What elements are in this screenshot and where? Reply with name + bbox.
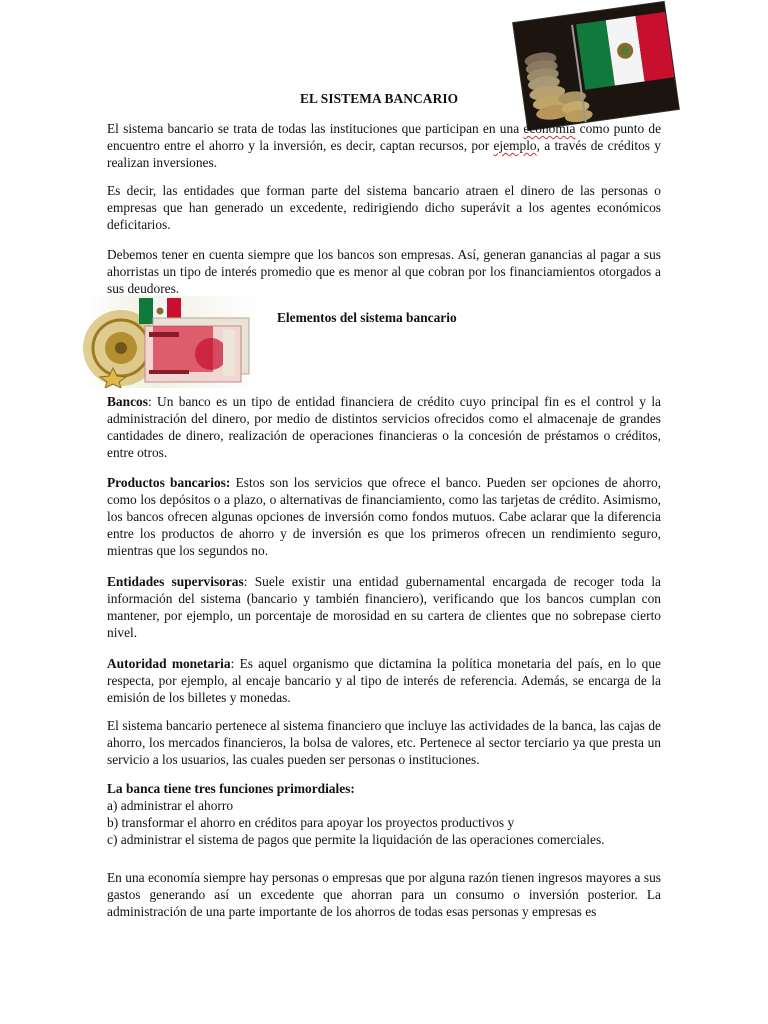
function-item: b) transformar el ahorro en créditos para apoyar los proyectos productivos y	[107, 815, 515, 830]
function-item: c) administrar el sistema de pagos que permite la liquidación de las operaciones comerciales.	[107, 832, 605, 847]
intro-paragraph-1	[107, 120, 661, 171]
function-item: a) administrar el ahorro	[107, 798, 234, 813]
intro-text: como punto de encuentro entre el ahorro y la inversión, es decir, captan recursos, por	[107, 121, 662, 153]
paragraph-text: En una economía siempre hay personas o empresas que por alguna razón tienen ingresos mayores a sus gastos generando así un excedente que ahorran para un consumo o inversión posterior. La administración de una parte importante de los ahorros de todas esas personas y empresas es	[107, 870, 661, 919]
spellcheck-word: ejemplo	[493, 138, 537, 153]
paragraph-text: Es decir, las entidades que forman parte del sistema bancario atraen el dinero de las personas o empresas que han generado un excedente, redirigiendo dicho superávit a los agentes económicos deficitarios.	[107, 183, 661, 232]
element-supervisors	[107, 573, 661, 641]
functions-heading: La banca tiene tres funciones primordiales:	[107, 781, 355, 796]
element-text: : Un banco es un tipo de entidad financiera de crédito cuyo principal fin es el control y la administración del dinero, por medio de distintos servicios ofrecidos como el almacenaje de grandes cantidades de dinero, realización de operaciones financieras o la concesión de préstamos o créditos, entre otros.	[107, 394, 661, 460]
intro-paragraph-2	[107, 182, 661, 233]
closing-paragraph	[107, 869, 661, 920]
flag-coins-illustration	[513, 2, 679, 130]
banknote-stack	[145, 318, 249, 382]
paragraph-text: Debemos tener en cuenta siempre que los bancos son empresas. Así, generan ganancias al pagar a sus ahorristas un tipo de interés promedio que es menor al que cobran por los financiamientos otorgados a sus deudores.	[107, 247, 661, 296]
element-products	[107, 474, 661, 559]
paragraph-text: El sistema bancario pertenece al sistema financiero que incluye las actividades de la banca, las cajas de ahorro, los mercados financieros, la bolsa de valores, etc. Pertenece al sector terciario ya que presta un servicio a los usuarios, las cuales pueden ser personas o instituciones.	[107, 718, 661, 767]
element-term: Autoridad monetaria	[107, 656, 231, 671]
element-monetary-authority	[107, 655, 661, 706]
elements-heading: Elementos del sistema bancario	[277, 310, 457, 325]
intro-text: , a través de créditos y realizan inversiones.	[107, 138, 661, 170]
element-text: : Suele existir una entidad gubernamental encargada de recoger toda la información del sistema (bancario y también financiero), verificando que los bancos cumplan con mantener, por ejemplo, un porcentaje de morosidad en su cartera de clientes que no sobrepase cierto nivel.	[107, 574, 661, 640]
banknotes-photo	[83, 296, 259, 388]
element-term: Productos bancarios:	[107, 475, 231, 490]
element-term: Bancos	[107, 394, 148, 409]
intro-paragraph-3	[107, 246, 661, 297]
document-title: EL SISTEMA BANCARIO	[300, 91, 459, 106]
element-text: Estos son los servicios que ofrece el banco. Pueden ser opciones de ahorro, como los depósitos o a plazo, o alternativas de financiamiento, como las tarjetas de crédito. Asimismo, los bancos ofrecen algunas opciones de inversión como fondos mutuos. Cabe aclarar que la diferencia entre los productos de ahorro y de inversión es que los primeros ofrecen un rendimiento seguro, mientras que los segundos no.	[107, 475, 661, 558]
banknotes-illustration	[83, 296, 259, 388]
element-term: Entidades supervisoras	[107, 574, 244, 589]
element-text: : Es aquel organismo que dictamina la política monetaria del país, en lo que respecta, por ejemplo, al encaje bancario y al tipo de interés de referencia. Además, se encarga de la emisión de los billetes y monedas.	[107, 656, 661, 705]
flag-coins-photo	[513, 2, 679, 130]
intro-text: El sistema bancario se trata de todas las instituciones que participan en una	[107, 121, 524, 136]
sector-paragraph	[107, 717, 661, 768]
functions-block	[107, 780, 661, 848]
element-banks	[107, 393, 661, 461]
spellcheck-word: economía	[523, 121, 576, 136]
